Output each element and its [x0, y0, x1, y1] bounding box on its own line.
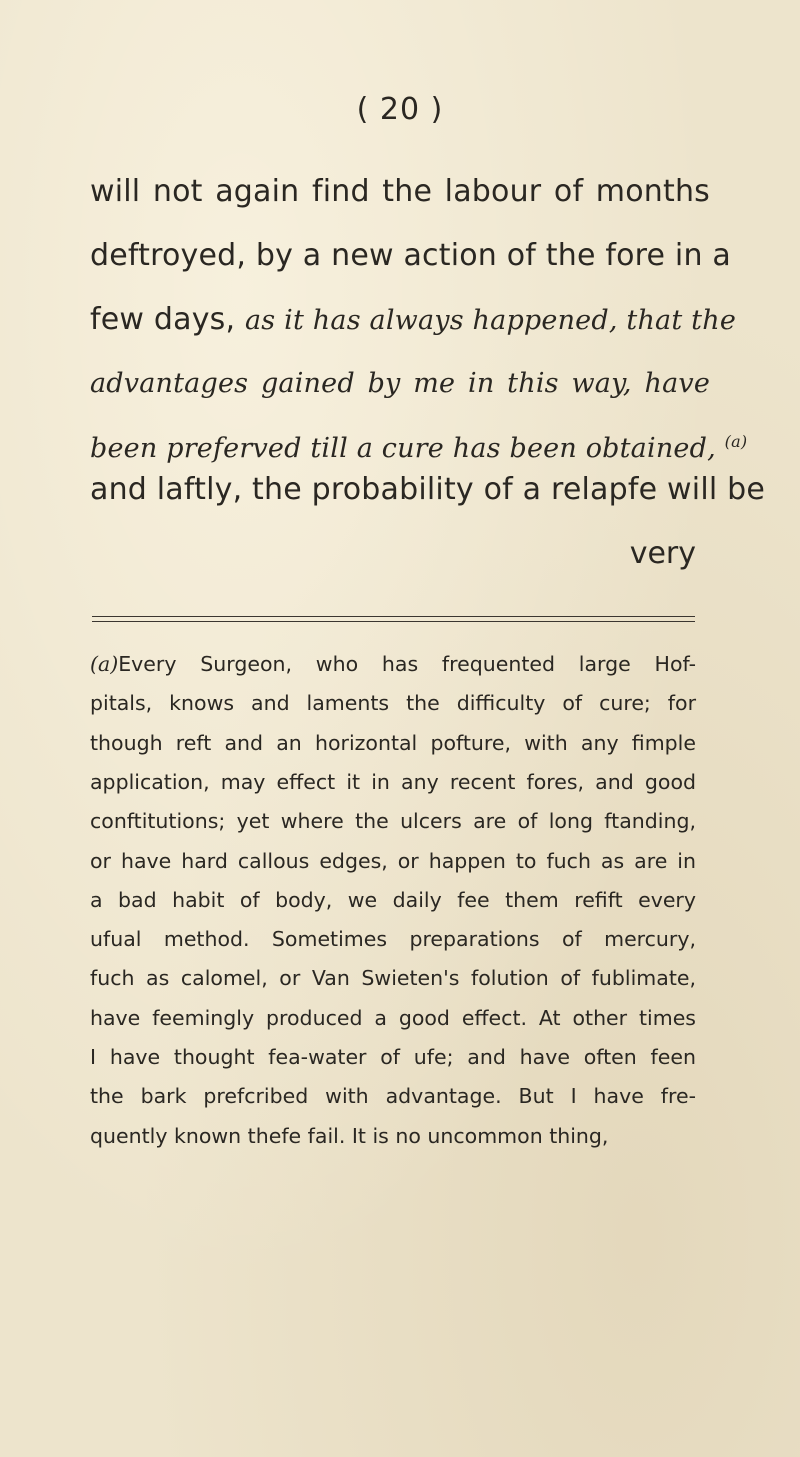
main-text-line-4: advantages gained by me in this way, have	[90, 368, 710, 399]
main-text-line-6: and laftly, the probability of a relapfe will be	[90, 472, 766, 507]
footnote-line: fuch as calomel, or Van Swieten's folution of fublimate,	[90, 966, 696, 991]
footnote-line: or have hard callous edges, or happen to fuch as are in	[90, 848, 696, 873]
main-text-line-3	[90, 302, 736, 337]
main-text-line-2: deftroyed, by a new action of the fore in a	[90, 238, 732, 273]
footnote-rule-bottom	[92, 621, 695, 622]
footnote-line: I have thought fea-water of ufe; and have often feen	[90, 1045, 696, 1069]
footnote-label: (a)	[90, 652, 119, 676]
footnote-line: quently known thefe fail. It is no uncommon thing,	[90, 1123, 609, 1148]
footnote-line: conftitutions; yet where the ulcers are of long ftanding,	[90, 809, 696, 834]
main-text-line-5	[90, 432, 748, 464]
footnote-line: though reft and an horizontal pofture, with any fimple	[90, 730, 696, 755]
footnote-line: the bark prefcribed with advantage. But I have fre-	[90, 1084, 696, 1109]
footnote-line: pitals, knows and laments the difficulty of cure; for	[90, 691, 696, 716]
footnote-rule-top	[92, 616, 695, 617]
footnote-reference: (a)	[724, 432, 748, 451]
footnote-line: (a)Every Surgeon, who has frequented large Hof-	[90, 652, 696, 676]
footnote-line: a bad habit of body, we daily fee them refift every	[90, 887, 696, 912]
footnote-line: application, may effect it in any recent fores, and good	[90, 769, 696, 794]
footnote-line: have feemingly produced a good effect. At other times	[90, 1005, 696, 1030]
main-text-line-3-italic: as it has always happened, that the	[245, 305, 736, 336]
catchword: very	[629, 536, 696, 571]
page-number: ( 20 )	[356, 92, 444, 127]
footnote-line: ufual method. Sometimes preparations of mercury,	[90, 927, 696, 952]
main-text-line-1: will not again find the labour of months	[90, 174, 710, 209]
main-text-line-3-roman: few days,	[90, 302, 236, 337]
main-text-line-5-italic: been preferved till a cure has been obtained,	[90, 433, 716, 464]
